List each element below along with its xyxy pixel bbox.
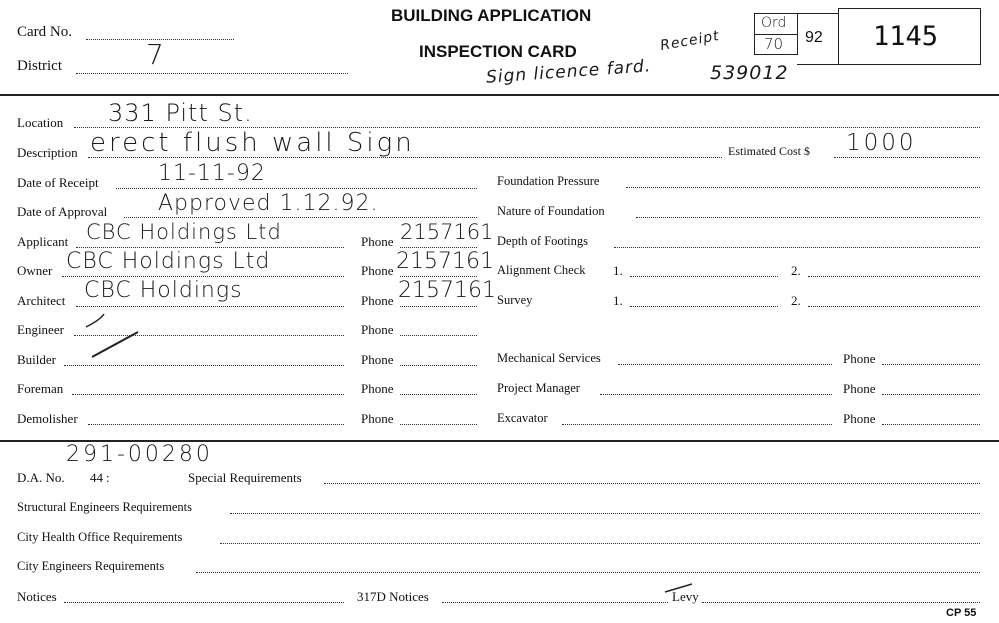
year-box: [797, 13, 839, 65]
foreman-phone-line[interactable]: [400, 394, 477, 395]
owner-phone-line[interactable]: [400, 276, 477, 277]
applicant-phone-line[interactable]: [400, 247, 477, 248]
levy-label: Levy: [672, 589, 699, 604]
district-value: 7: [146, 38, 165, 71]
engineer-phone-label: Phone: [361, 322, 394, 337]
owner-line[interactable]: [62, 276, 344, 277]
ord-label: Ord: [761, 15, 787, 31]
date-of-receipt-line[interactable]: [116, 188, 477, 189]
architect-value: CBC Holdings: [84, 278, 243, 303]
form-title-line1: BUILDING APPLICATION: [391, 6, 592, 25]
builder-phone-line[interactable]: [400, 365, 477, 366]
architect-line[interactable]: [76, 306, 344, 307]
structural-line[interactable]: [230, 513, 980, 514]
alignment-check-num1: 1.: [613, 263, 623, 278]
depth-of-footings-label: Depth of Footings: [497, 234, 588, 248]
demolisher-phone-line[interactable]: [400, 424, 477, 425]
excavator-phone-line[interactable]: [882, 424, 980, 425]
date-of-receipt-value: 11-11-92: [158, 161, 266, 186]
card-no-label: Card No.: [17, 24, 72, 40]
builder-phone-label: Phone: [361, 352, 394, 367]
city-engineers-line[interactable]: [196, 572, 980, 573]
structural-label: Structural Engineers Requirements: [17, 500, 192, 514]
excavator-label: Excavator: [497, 411, 548, 425]
header-rule: [0, 94, 999, 96]
receipt-detail: Sign licence fard.: [485, 56, 652, 88]
mechanical-services-phone-line[interactable]: [882, 364, 980, 365]
builder-line[interactable]: [64, 365, 344, 366]
architect-phone-value: 2157161: [398, 278, 496, 303]
foreman-line[interactable]: [72, 394, 344, 395]
city-health-label: City Health Office Requirements: [17, 530, 183, 544]
da-prefix: 44: [90, 470, 103, 485]
city-health-line[interactable]: [220, 543, 980, 544]
builder-label: Builder: [17, 352, 56, 367]
special-requirements-label: Special Requirements: [188, 470, 302, 485]
engineer-label: Engineer: [17, 322, 64, 337]
applicant-phone-value: 2157161: [400, 220, 494, 244]
nature-of-foundation-line[interactable]: [636, 217, 980, 218]
date-of-approval-label: Date of Approval: [17, 204, 108, 219]
district-line[interactable]: [76, 73, 348, 74]
form-title-line2: INSPECTION CARD: [419, 42, 577, 61]
survey-line2[interactable]: [808, 306, 980, 307]
date-of-approval-value: Approved 1.12.92.: [158, 191, 379, 216]
description-label: Description: [17, 145, 78, 160]
survey-line1[interactable]: [630, 306, 778, 307]
demolisher-label: Demolisher: [17, 411, 78, 426]
da-label: D.A. No.: [17, 470, 65, 485]
owner-phone-label: Phone: [361, 263, 394, 278]
alignment-check-line2[interactable]: [808, 276, 980, 277]
survey-label: Survey: [497, 293, 533, 307]
notices-label: Notices: [17, 589, 57, 604]
levy-line[interactable]: [702, 602, 980, 603]
engineer-phone-line[interactable]: [400, 335, 477, 336]
date-of-approval-line[interactable]: [124, 217, 477, 218]
mechanical-services-line[interactable]: [618, 364, 832, 365]
receipt-number: 539012: [710, 62, 789, 84]
district-label: District: [17, 58, 62, 74]
owner-label: Owner: [17, 263, 53, 278]
engineer-line[interactable]: [74, 335, 344, 336]
project-manager-phone-line[interactable]: [882, 394, 980, 395]
applicant-phone-label: Phone: [361, 234, 394, 249]
excavator-line[interactable]: [562, 424, 832, 425]
survey-num2: 2.: [791, 293, 801, 308]
form-code: CP 55: [946, 607, 977, 619]
owner-value: CBC Holdings Ltd: [66, 249, 271, 274]
ord-box: [754, 13, 798, 55]
demolisher-line[interactable]: [88, 424, 344, 425]
survey-num1: 1.: [613, 293, 623, 308]
ord-number: 70: [764, 35, 784, 53]
applicant-line[interactable]: [76, 247, 344, 248]
estimated-cost-value: 1000: [846, 130, 917, 156]
architect-phone-label: Phone: [361, 293, 394, 308]
notices-317d-line[interactable]: [442, 602, 668, 603]
alignment-check-num2: 2.: [791, 263, 801, 278]
city-engineers-label: City Engineers Requirements: [17, 559, 165, 573]
architect-label: Architect: [17, 293, 66, 308]
foundation-pressure-label: Foundation Pressure: [497, 174, 600, 188]
mechanical-services-label: Mechanical Services: [497, 351, 601, 365]
owner-phone-value: 2157161: [396, 249, 494, 274]
notices-line[interactable]: [64, 602, 344, 603]
card-number-box: [838, 8, 981, 65]
special-requirements-line[interactable]: [324, 483, 980, 484]
applicant-value: CBC Holdings Ltd: [86, 220, 282, 244]
excavator-phone-label: Phone: [843, 411, 876, 426]
architect-phone-line[interactable]: [400, 306, 477, 307]
nature-of-foundation-label: Nature of Foundation: [497, 204, 605, 218]
project-manager-label: Project Manager: [497, 381, 580, 395]
foreman-label: Foreman: [17, 381, 64, 396]
description-value: erect flush wall Sign: [90, 128, 415, 158]
location-label: Location: [17, 115, 64, 130]
demolisher-phone-label: Phone: [361, 411, 394, 426]
location-value: 331 Pitt St.: [108, 99, 253, 127]
project-manager-phone-label: Phone: [843, 381, 876, 396]
foreman-phone-label: Phone: [361, 381, 394, 396]
project-manager-line[interactable]: [600, 394, 832, 395]
mechanical-services-phone-label: Phone: [843, 351, 876, 366]
applicant-label: Applicant: [17, 234, 69, 249]
estimated-cost-label: Estimated Cost $: [728, 144, 810, 158]
date-of-receipt-label: Date of Receipt: [17, 175, 99, 190]
estimated-cost-line[interactable]: [834, 157, 980, 158]
alignment-check-label: Alignment Check: [497, 263, 586, 277]
year-value: 92: [805, 29, 823, 46]
da-number-value: 291-00280: [66, 442, 213, 467]
card-number: 1145: [873, 21, 939, 52]
notices-317d-label: 317D Notices: [357, 589, 429, 604]
da-colon: :: [106, 470, 110, 485]
alignment-check-line1[interactable]: [630, 276, 778, 277]
receipt-note: Receipt: [659, 27, 721, 55]
foundation-pressure-line[interactable]: [626, 187, 980, 188]
depth-of-footings-line[interactable]: [614, 247, 980, 248]
